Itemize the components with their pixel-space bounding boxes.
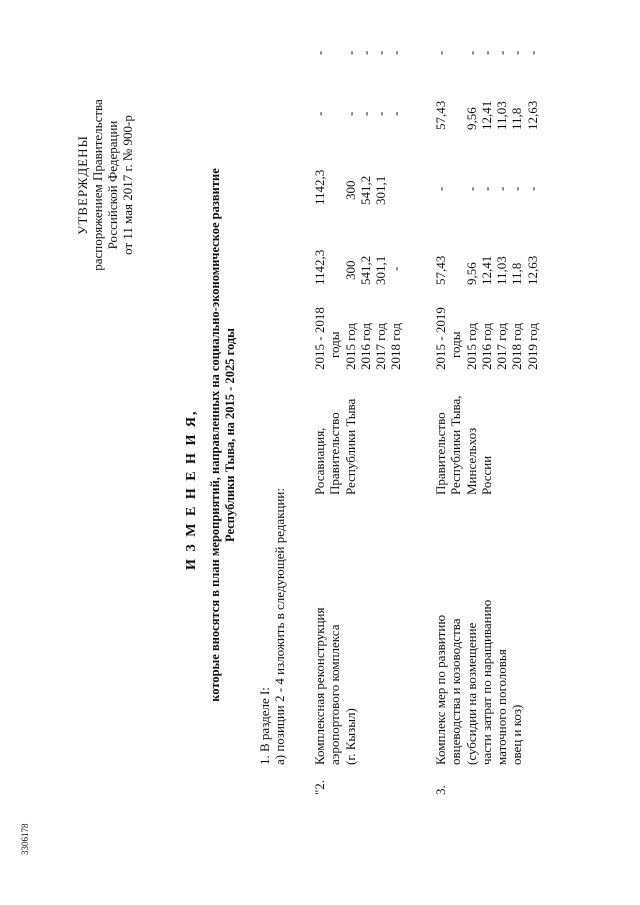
period-cell: 2017 год xyxy=(373,323,389,370)
measure-name xyxy=(312,608,358,765)
value-cell: - xyxy=(373,50,389,55)
value-cell: 300 xyxy=(342,260,358,280)
period-cell: годы xyxy=(327,331,343,358)
value-cell: 9,56 xyxy=(463,107,479,130)
value-cell: 9,56 xyxy=(463,262,479,285)
value-cell: 301,1 xyxy=(373,175,389,205)
value-cell: 12,41 xyxy=(478,100,494,130)
executor-line: Правительство xyxy=(433,412,448,495)
value-cell: - xyxy=(494,186,510,191)
approval-line: от 11 мая 2017 г. № 900-р xyxy=(120,115,135,255)
value-cell: - xyxy=(312,50,327,55)
measure-name-line: части затрат по наращиванию xyxy=(478,599,494,765)
period-cell: 2018 год xyxy=(388,323,404,370)
period-cell: 2017 год xyxy=(494,323,510,370)
intro-line: 1. В разделе I: xyxy=(257,687,272,765)
value-cell xyxy=(388,170,403,205)
value-cell: - xyxy=(357,50,373,55)
value-cell: 11,8 xyxy=(509,262,525,285)
measure-name-line: Комплексная реконструкция xyxy=(312,607,327,765)
periods xyxy=(433,307,540,370)
period-cell: 2015 - 2018 xyxy=(312,307,327,370)
value-cell xyxy=(327,51,342,55)
period-cell: 2015 год xyxy=(342,323,358,370)
value-cell xyxy=(327,170,342,205)
value-cell: - xyxy=(463,186,479,191)
executor-line: Росавиация, xyxy=(312,427,327,495)
value-cell: 1142,3 xyxy=(312,249,327,285)
value-cell: 57,43 xyxy=(433,255,448,285)
value-cell xyxy=(448,256,463,285)
value-column-4 xyxy=(433,51,540,55)
measure-name-line: аэропортового комплекса xyxy=(327,624,343,765)
period-cell: годы xyxy=(448,331,464,358)
value-cell: - xyxy=(509,50,525,55)
value-cell: 541,2 xyxy=(357,175,373,205)
period-cell: 2016 год xyxy=(478,323,494,370)
subtitle-line: которые вносятся в план мероприятий, направленных на социально-экономическое развитие xyxy=(208,168,222,702)
value-cell: - xyxy=(342,111,358,116)
approval-title: УТВЕРЖДЕНЫ xyxy=(75,135,90,235)
value-column-2 xyxy=(312,170,404,205)
value-cell: - xyxy=(373,111,389,116)
document-code: 3306178 xyxy=(20,823,30,855)
intro-line: а) позиции 2 - 4 изложить в следующей редакции: xyxy=(272,488,287,765)
value-cell: - xyxy=(463,50,479,55)
value-cell xyxy=(448,101,463,130)
value-cell: 541,2 xyxy=(357,255,373,285)
approval-line: распоряжением Правительства xyxy=(90,99,105,271)
value-cell xyxy=(327,112,342,130)
value-cell: - xyxy=(524,186,540,191)
value-cell: 11,03 xyxy=(494,101,510,130)
subtitle-line: Республики Тыва, на 2015 - 2025 годы xyxy=(223,328,237,542)
value-column-3 xyxy=(433,101,540,130)
value-cell: 12,63 xyxy=(524,100,540,130)
measure-name-line: овцеводства и козоводства xyxy=(448,618,464,765)
value-column-2 xyxy=(433,187,540,205)
value-cell: - xyxy=(357,111,373,116)
value-cell: 1142,3 xyxy=(312,169,327,205)
value-column-4 xyxy=(312,51,404,55)
value-cell xyxy=(448,51,463,55)
document-subtitle xyxy=(208,65,238,805)
value-cell: - xyxy=(494,50,510,55)
value-column-1 xyxy=(312,250,404,285)
value-cell: - xyxy=(388,266,404,271)
period-cell: 2015 год xyxy=(463,323,479,370)
measure-name xyxy=(433,600,525,765)
executor-line: Минсельхоз xyxy=(463,427,479,495)
row-number: "2. xyxy=(312,779,327,795)
executor-line: России xyxy=(478,455,494,495)
approval-line: Российской Федерации xyxy=(105,120,120,250)
executors xyxy=(433,396,494,495)
value-cell: - xyxy=(388,111,404,116)
value-cell: - xyxy=(509,186,525,191)
value-cell: 57,43 xyxy=(433,100,448,130)
value-cell xyxy=(327,250,342,285)
value-cell: 301,1 xyxy=(373,255,389,285)
period-cell: 2016 год xyxy=(357,323,373,370)
executor-line: Республики Тыва xyxy=(342,398,358,495)
document-title: И З М Е Н Е Н И Я, xyxy=(184,409,199,570)
periods xyxy=(312,307,404,370)
value-cell: - xyxy=(433,50,448,55)
period-cell: 2018 год xyxy=(509,323,525,370)
value-cell: - xyxy=(388,50,404,55)
period-cell: 2019 год xyxy=(524,323,540,370)
executor-line: Правительство xyxy=(327,412,343,495)
value-cell: - xyxy=(433,186,448,191)
executor-line: Республики Тыва, xyxy=(448,395,464,495)
value-cell: - xyxy=(312,111,327,116)
value-cell: 11,8 xyxy=(509,107,525,130)
value-cell: 12,63 xyxy=(524,255,540,285)
value-cell: - xyxy=(342,50,358,55)
value-cell: - xyxy=(478,186,494,191)
measure-name-line: (субсидии на возмещение xyxy=(463,622,479,765)
value-cell xyxy=(448,187,463,205)
value-cell: 12,41 xyxy=(478,255,494,285)
period-cell: 2015 - 2019 xyxy=(433,307,448,370)
value-cell: 11,03 xyxy=(494,256,510,285)
row-number: 3. xyxy=(433,785,448,795)
approval-stamp xyxy=(75,65,135,305)
measure-name-line: овец и коз) xyxy=(509,704,525,765)
measure-name-line: Комплекс мер по развитию xyxy=(433,614,448,765)
measure-name-line: маточного поголовья xyxy=(494,649,510,765)
value-cell: 300 xyxy=(342,180,358,200)
executors xyxy=(312,399,358,495)
value-column-1 xyxy=(433,256,540,285)
value-column-3 xyxy=(312,112,404,130)
measure-name-line: (г. Кызыл) xyxy=(342,708,358,765)
value-cell: - xyxy=(524,50,540,55)
value-cell: - xyxy=(478,50,494,55)
intro-text xyxy=(257,488,287,765)
